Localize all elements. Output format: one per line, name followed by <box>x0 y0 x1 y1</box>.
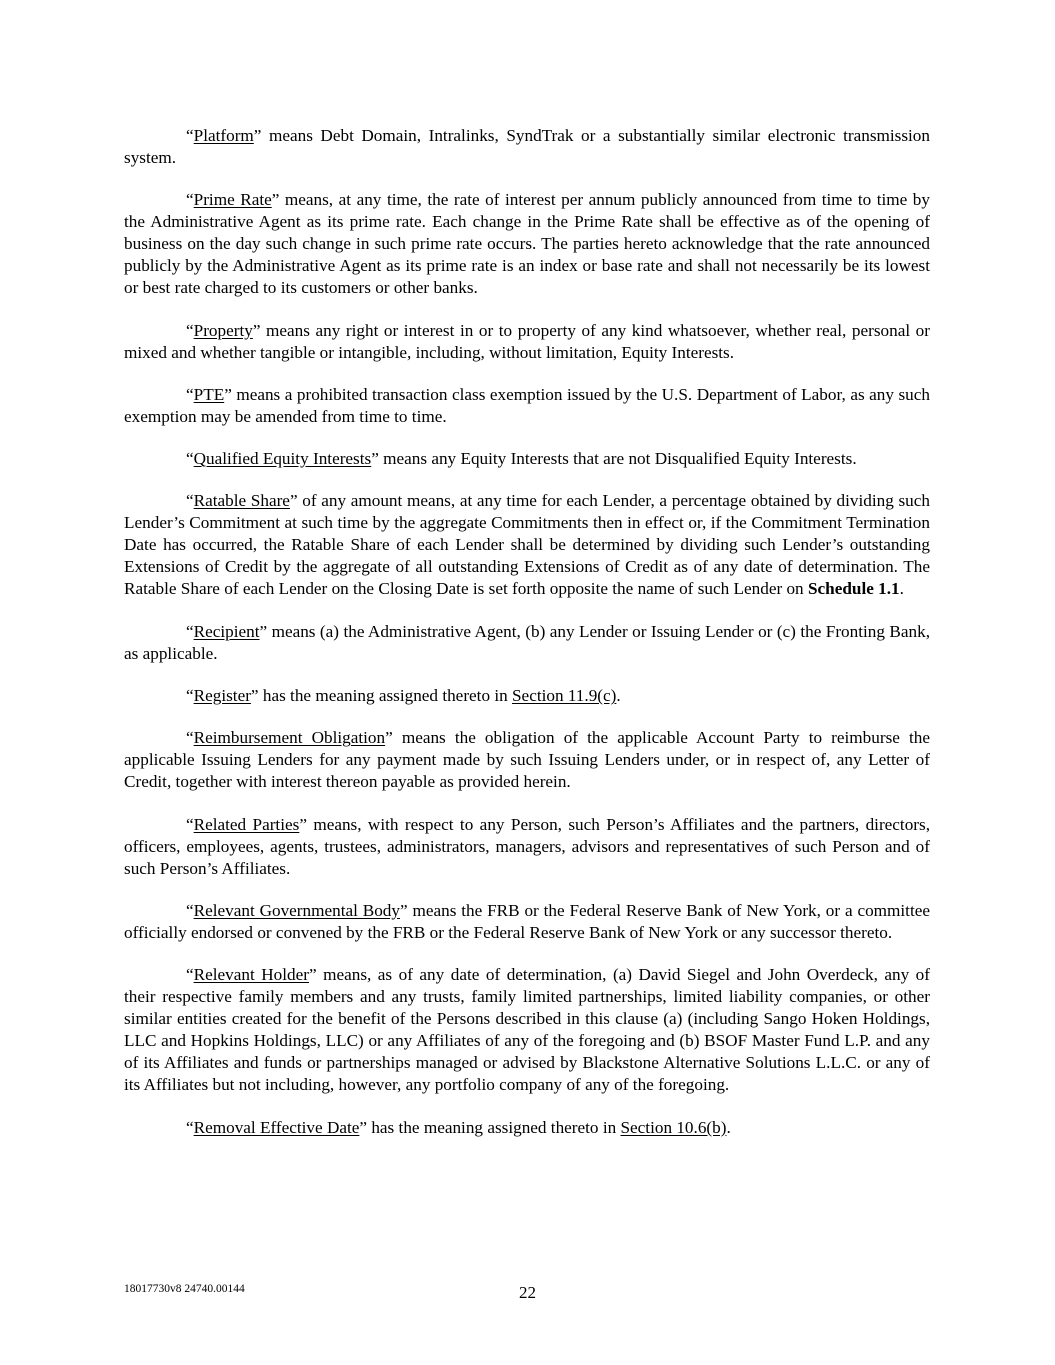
defined-term: Removal Effective Date <box>193 1117 360 1137</box>
defined-term: PTE <box>193 384 225 404</box>
defined-term: Relevant Governmental Body <box>193 900 400 920</box>
definition-ratable-share: “Ratable Share” of any amount means, at any time for each Lender, a percentage obtained by dividing such Lender’s Commitment at such time by the aggregate Commitments then in effect or, if the Commitment Termination Date has occurred, the Ratable Share of each Lender shall be determined by dividing such Lender’s outstanding Extensions of Credit by the aggregate of all outstanding Extensions of Credit as of any date of determination. The Ratable Share of each Lender on the Closing Date is set forth opposite the name of such Lender on Schedule 1.1. <box>124 491 930 599</box>
definition-text: ” has the meaning assigned thereto in <box>359 1117 621 1137</box>
defined-term: Ratable Share <box>193 491 290 511</box>
defined-term: Recipient <box>193 621 260 641</box>
definition-relevant-governmental-body: “Relevant Governmental Body” means the FRB or the Federal Reserve Bank of New York, or a committee officially endorsed or convened by the FRB or the Federal Reserve Bank of New York or any successor thereto. <box>124 900 930 942</box>
section-reference: Section 11.9(c) <box>512 686 617 706</box>
definition-text: ” means, at any time, the rate of interest per annum publicly announced from time to time by the Administrative Agent as its prime rate. Each change in the Prime Rate shall be effective as of the opening of business on the day such change in such prime rate occurs. The parties hereto acknowledge that the rate announced publicly by the Administrative Agent as its prime rate is an index or base rate and shall not necessarily be its lowest or best rate charged to its customers or other banks. <box>124 190 930 298</box>
defined-term: Relevant Holder <box>193 965 309 985</box>
definition-text: ” means Debt Domain, Intralinks, SyndTrak or a substantially similar electronic transmission system. <box>124 126 930 167</box>
definition-text: ” means (a) the Administrative Agent, (b) any Lender or Issuing Lender or (c) the Fronting Bank, as applicable. <box>124 621 930 663</box>
definition-related-parties: “Related Parties” means, with respect to any Person, such Person’s Affiliates and the partners, directors, officers, employees, agents, trustees, administrators, managers, advisors and representatives of such Person and of such Person’s Affiliates. <box>124 814 930 878</box>
defined-term: Qualified Equity Interests <box>193 449 372 469</box>
definition-text: ” means a prohibited transaction class exemption issued by the U.S. Department of Labor, as any such exemption may be amended from time to time. <box>124 384 930 426</box>
defined-term: Related Parties <box>193 814 300 834</box>
definition-platform: “Platform” means Debt Domain, Intralinks, SyndTrak or a substantially similar electronic transmission system. <box>124 126 930 167</box>
defined-term: Platform <box>193 126 254 145</box>
definition-text: ” means any Equity Interests that are not Disqualified Equity Interests. <box>371 449 857 469</box>
document-body <box>124 125 930 1159</box>
definition-text: ” means the obligation of the applicable Account Party to reimburse the applicable Issuing Lenders for any payment made by such Issuing Lenders under, or in respect of, any Letter of Credit, together with interest thereon payable as provided herein. <box>124 728 930 792</box>
definition-pte: “PTE” means a prohibited transaction class exemption issued by the U.S. Department of Labor, as any such exemption may be amended from time to time. <box>124 384 930 426</box>
definition-qualified-equity-interests: “Qualified Equity Interests” means any Equity Interests that are not Disqualified Equity Interests. <box>186 449 857 469</box>
definition-prime-rate: “Prime Rate” means, at any time, the rate of interest per annum publicly announced from time to time by the Administrative Agent as its prime rate. Each change in the Prime Rate shall be effective as of the opening of business on the day such change in such prime rate occurs. The parties hereto acknowledge that the rate announced publicly by the Administrative Agent as its prime rate is an index or base rate and shall not necessarily be its lowest or best rate charged to its customers or other banks. <box>124 190 930 298</box>
definition-property: “Property” means any right or interest in or to property of any kind whatsoever, whether real, personal or mixed and whether tangible or intangible, including, without limitation, Equity Interests. <box>124 320 930 362</box>
definition-relevant-holder: “Relevant Holder” means, as of any date of determination, (a) David Siegel and John Overdeck, any of their respective family members and any trusts, family limited partnerships, limited liability companies, or other similar entities created for the benefit of the Persons described in this clause (a) (including Sango Hoken Holdings, LLC and Hopkins Holdings, LLC) or any Affiliates of any of the foregoing and (b) BSOF Master Fund L.P. and any of its Affiliates and funds or partnerships managed or advised by Blackstone Alternative Solutions L.L.C. or any of its Affiliates but not including, however, any portfolio company of any of the foregoing. <box>124 965 930 1095</box>
defined-term: Register <box>193 686 251 706</box>
definition-text: ” of any amount means, at any time for each Lender, a percentage obtained by dividing such Lender’s Commitment at such time by the aggregate Commitments then in effect or, if the Commitment Termination Date has occurred, the Ratable Share of each Lender shall be determined by dividing such Lender’s outstanding Extensions of Credit by the aggregate of all outstanding Extensions of Credit as of any date of determination. The Ratable Share of each Lender on the Closing Date is set forth opposite the name of such Lender on <box>124 491 930 599</box>
definition-text: ” means any right or interest in or to property of any kind whatsoever, whether real, personal or mixed and whether tangible or intangible, including, without limitation, Equity Interests. <box>124 320 930 362</box>
definition-recipient: “Recipient” means (a) the Administrative Agent, (b) any Lender or Issuing Lender or (c) the Fronting Bank, as applicable. <box>124 621 930 663</box>
defined-term: Reimbursement Obligation <box>193 728 386 748</box>
definition-text: ” has the meaning assigned thereto in <box>250 686 512 706</box>
definition-reimbursement-obligation: “Reimbursement Obligation” means the obligation of the applicable Account Party to reimburse the applicable Issuing Lenders for any payment made by such Issuing Lenders under, or in respect of, any Letter of Credit, together with interest thereon payable as provided herein. <box>124 728 930 792</box>
definition-removal-effective-date: “Removal Effective Date” has the meaning assigned thereto in Section 10.6(b). <box>186 1117 731 1137</box>
page-number: 22 <box>519 1283 536 1302</box>
defined-term: Property <box>193 320 253 340</box>
definition-text: ” means, with respect to any Person, such Person’s Affiliates and the partners, directors, officers, employees, agents, trustees, administrators, managers, advisors and representatives of such Person and of such Person’s Affiliates. <box>124 814 930 878</box>
section-reference: Section 10.6(b) <box>620 1117 727 1137</box>
definition-text: ” means, as of any date of determination, (a) David Siegel and John Overdeck, any of their respective family members and any trusts, family limited partnerships, limited liability companies, or other similar entities created for the benefit of the Persons described in this clause (a) (including Sango Hoken Holdings, LLC and Hopkins Holdings, LLC) or any Affiliates of any of the foregoing and (b) BSOF Master Fund L.P. and any of its Affiliates and funds or partnerships managed or advised by Blackstone Alternative Solutions L.L.C. or any of its Affiliates but not including, however, any portfolio company of any of the foregoing. <box>124 965 930 1095</box>
schedule-reference: Schedule 1.1 <box>807 579 900 599</box>
document-id: 18017730v8 24740.00144 <box>124 1283 245 1295</box>
defined-term: Prime Rate <box>193 190 272 210</box>
definition-register: “Register” has the meaning assigned thereto in Section 11.9(c). <box>186 686 621 706</box>
definition-text: ” means the FRB or the Federal Reserve Bank of New York, or a committee officially endorsed or convened by the FRB or the Federal Reserve Bank of New York or any successor thereto. <box>124 900 930 942</box>
